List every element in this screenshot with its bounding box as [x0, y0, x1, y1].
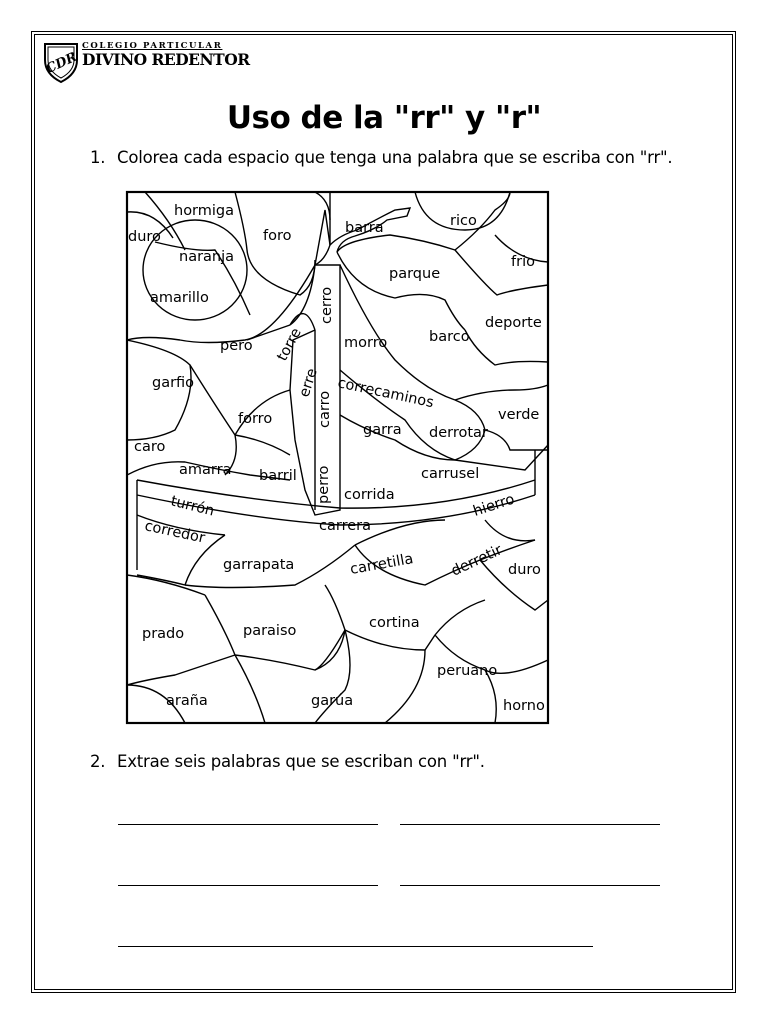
answer-line[interactable]: [400, 885, 660, 886]
exercise-2-number: 2.: [90, 752, 106, 771]
map-word: turrón: [169, 493, 216, 520]
answer-line[interactable]: [118, 824, 378, 825]
exercise-2-instruction: [90, 752, 485, 771]
school-prefix: COLEGIO PARTICULAR: [82, 41, 223, 51]
map-word: perro: [316, 465, 332, 504]
page-title: Uso de la "rr" y "r": [226, 100, 542, 136]
map-word: horno: [503, 698, 545, 714]
map-word: erre: [296, 366, 321, 400]
map-word: peruano: [437, 663, 498, 679]
map-word: rico: [450, 213, 477, 229]
map-word: corrida: [344, 487, 395, 503]
map-word: frio: [511, 254, 535, 270]
map-word: verde: [498, 407, 540, 423]
svg-text:CDR: CDR: [43, 49, 80, 78]
map-word: torre: [274, 325, 305, 364]
map-word: hormiga: [174, 203, 235, 219]
map-word: correcaminos: [336, 375, 436, 412]
map-word: duro: [128, 229, 161, 245]
map-word: forro: [238, 411, 273, 427]
map-word: amarra: [179, 462, 232, 478]
map-word: barril: [259, 468, 297, 484]
map-word: carrera: [319, 518, 371, 534]
coloring-map: [125, 190, 550, 725]
shield-icon: [42, 40, 80, 84]
school-logo: [42, 40, 250, 84]
map-word: carrusel: [421, 466, 480, 482]
map-word: garfio: [152, 375, 195, 391]
map-word: foro: [263, 228, 292, 244]
map-word: pero: [220, 338, 253, 354]
map-word: cerro: [319, 286, 335, 324]
map-word: paraiso: [243, 623, 297, 639]
map-word: deporte: [485, 315, 542, 331]
exercise-2-text: Extrae seis palabras que se escriban con "rr".: [117, 752, 485, 771]
map-word: carretilla: [348, 551, 415, 578]
map-word: amarillo: [150, 290, 209, 306]
map-word: barco: [429, 329, 470, 345]
map-word: barra: [345, 220, 384, 236]
map-word: hierro: [471, 491, 517, 520]
answer-line[interactable]: [400, 824, 660, 825]
map-word: araña: [166, 693, 208, 709]
exercise-1-number: 1.: [90, 148, 106, 167]
map-word: derretir: [448, 542, 505, 580]
map-word: garúa: [311, 693, 354, 709]
map-word: prado: [142, 626, 185, 642]
map-word: carro: [317, 390, 333, 428]
school-name: DIVINO REDENTOR: [82, 50, 250, 69]
map-word: derrotar: [429, 425, 488, 441]
exercise-1-text: Colorea cada espacio que tenga una palabra que se escriba con "rr".: [117, 148, 673, 167]
answer-line[interactable]: [118, 946, 593, 947]
answer-line[interactable]: [118, 885, 378, 886]
map-word: naranja: [179, 249, 235, 265]
map-word: morro: [344, 335, 388, 351]
map-word: parque: [389, 266, 441, 282]
map-word: garrapata: [223, 557, 295, 573]
map-word: duro: [508, 562, 541, 578]
exercise-1-instruction: [90, 148, 672, 167]
map-word: caro: [134, 439, 166, 455]
map-word: corredor: [143, 518, 207, 547]
map-word: garra: [363, 422, 402, 438]
map-word: cortina: [369, 615, 420, 631]
